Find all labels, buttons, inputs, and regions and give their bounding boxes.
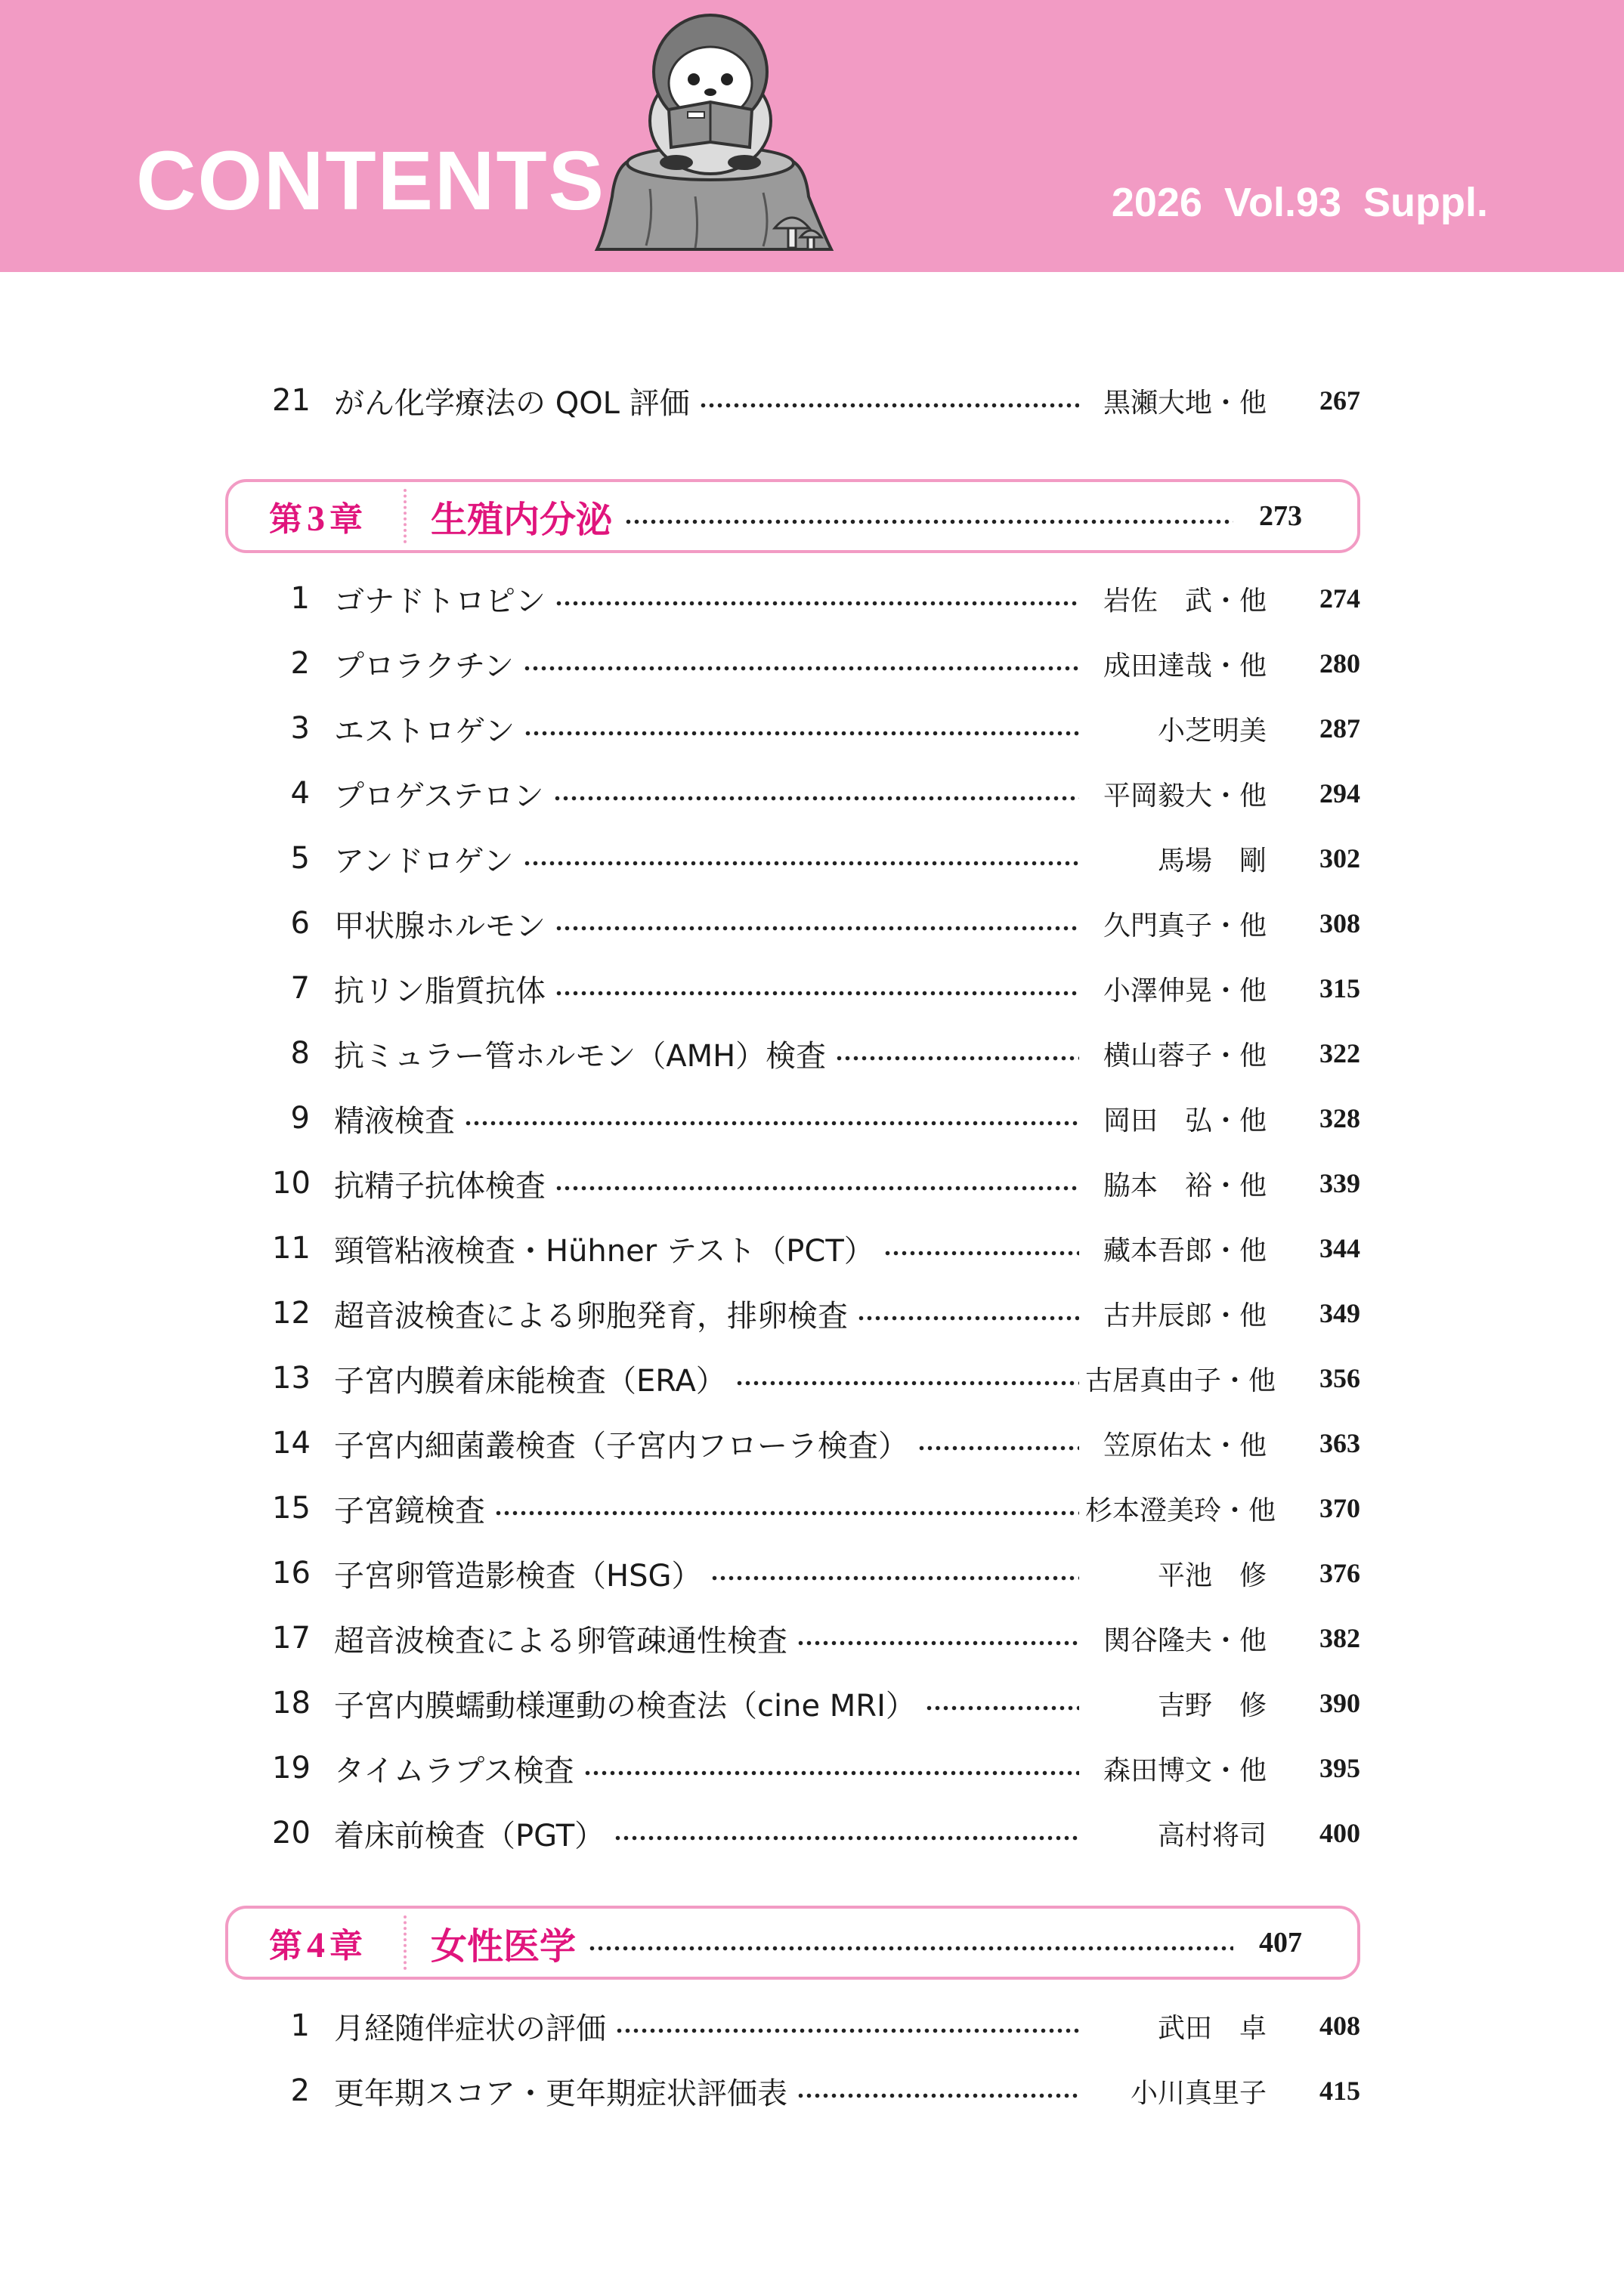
entry-title: 抗精子抗体検査 <box>334 1168 546 1204</box>
toc-entry[interactable] <box>272 897 1360 950</box>
header-banner <box>0 0 1624 272</box>
entry-title: 超音波検査による卵胞発育，排卵検査 <box>334 1298 848 1334</box>
entry-author: 平岡毅大・他 <box>1103 780 1267 812</box>
entry-number: 16 <box>272 1556 311 1591</box>
toc-entry[interactable] <box>272 1287 1360 1340</box>
toc-entry[interactable] <box>272 767 1360 820</box>
entry-title: 子宮内細菌叢検査（子宮内フローラ検査） <box>334 1428 908 1464</box>
chapter-divider <box>404 1915 407 1970</box>
dot-leader <box>624 518 1233 525</box>
entry-page: 302 <box>1319 843 1360 873</box>
entry-page: 395 <box>1319 1753 1360 1783</box>
dot-leader <box>523 665 1079 672</box>
entry-title: 頸管粘液検査・Hühner テスト（PCT） <box>334 1233 874 1269</box>
entry-author: 藏本吾郎・他 <box>1103 1235 1267 1266</box>
entry-page: 370 <box>1319 1493 1360 1523</box>
header-title: CONTENTS <box>136 134 605 227</box>
entry-title: 子宮鏡検査 <box>334 1493 485 1529</box>
toc-entry[interactable] <box>272 1547 1360 1600</box>
entry-number: 7 <box>290 971 310 1006</box>
entry-page: 382 <box>1319 1623 1360 1653</box>
entry-title: 抗リン脂質抗体 <box>334 973 546 1009</box>
entry-page: 415 <box>1319 2076 1360 2106</box>
chapter-prefix: 第 <box>269 500 302 539</box>
chapter-prefix: 第 <box>269 1927 302 1965</box>
dot-leader <box>523 860 1079 867</box>
toc-entry[interactable] <box>272 1999 1360 2052</box>
entry-title: アンドロゲン <box>334 843 514 879</box>
entry-page: 294 <box>1319 778 1360 808</box>
toc-entry[interactable] <box>272 1222 1360 1275</box>
entry-title: タイムラプス検査 <box>334 1753 574 1789</box>
entry-author: 古井辰郎・他 <box>1103 1300 1267 1331</box>
dot-leader <box>494 1510 1079 1517</box>
entry-number: 21 <box>272 383 311 418</box>
dot-leader <box>797 2092 1079 2099</box>
chapter-divider <box>404 489 407 543</box>
entry-title: 子宮内膜着床能検査（ERA） <box>334 1363 726 1399</box>
entry-author: 馬場 剛 <box>1157 845 1267 877</box>
toc-entry[interactable] <box>272 1157 1360 1210</box>
entry-number: 12 <box>272 1296 311 1331</box>
chapter-suffix: 章 <box>329 1927 363 1965</box>
entry-title: プロラクチン <box>334 648 514 684</box>
entry-page: 267 <box>1319 385 1360 416</box>
entry-author: 古居真由子・他 <box>1085 1365 1276 1396</box>
chapter-3-heading[interactable] <box>225 479 1360 553</box>
entry-page: 344 <box>1319 1233 1360 1263</box>
issue-label: 2026 Vol.93 Suppl. <box>1111 180 1488 225</box>
entry-number: 19 <box>272 1751 311 1785</box>
entry-author: 小芝明美 <box>1157 715 1267 747</box>
dot-leader <box>555 600 1079 607</box>
dot-leader <box>614 1835 1079 1841</box>
dot-leader <box>555 990 1079 997</box>
toc-entry[interactable] <box>272 832 1360 885</box>
entry-page: 356 <box>1319 1363 1360 1393</box>
entry-author: 平池 修 <box>1157 1560 1267 1591</box>
entry-page: 408 <box>1319 2011 1360 2041</box>
entry-page: 274 <box>1319 583 1360 614</box>
toc-entry[interactable] <box>272 962 1360 1015</box>
entry-number: 17 <box>272 1621 311 1656</box>
entry-author: 久門真子・他 <box>1103 910 1267 941</box>
entry-number: 15 <box>272 1491 311 1526</box>
dot-leader <box>553 795 1079 802</box>
chapter-title: 女性医学 <box>431 1925 577 1968</box>
entry-title: 甲状腺ホルモン <box>334 908 546 944</box>
dot-leader <box>710 1575 1079 1581</box>
chapter-label <box>228 1918 404 1967</box>
entry-author: 杉本澄美玲・他 <box>1085 1495 1276 1526</box>
entry-author: 森田博文・他 <box>1103 1755 1267 1786</box>
toc-entry[interactable] <box>272 1417 1360 1470</box>
entry-author: 成田達哉・他 <box>1103 650 1267 682</box>
dot-leader <box>615 2027 1079 2034</box>
toc-entry[interactable] <box>272 1742 1360 1795</box>
entry-page: 363 <box>1319 1428 1360 1458</box>
entry-title: 超音波検査による卵管疎通性検査 <box>334 1623 787 1659</box>
entry-author: 笠原佑太・他 <box>1103 1430 1267 1461</box>
entry-number: 2 <box>290 646 310 681</box>
toc-entry[interactable] <box>272 2064 1360 2117</box>
entry-number: 3 <box>290 711 310 746</box>
entry-title: ゴナドトロピン <box>334 583 546 619</box>
entry-number: 14 <box>272 1426 311 1461</box>
dot-leader <box>699 402 1079 409</box>
entry-number: 20 <box>272 1816 311 1850</box>
entry-number: 2 <box>290 2073 310 2108</box>
entry-number: 13 <box>272 1361 311 1396</box>
entry-author: 黒瀬大地・他 <box>1103 387 1267 419</box>
chapter-page: 273 <box>1259 500 1302 532</box>
chapter-number: 4 <box>307 1925 325 1965</box>
dot-leader <box>555 925 1079 932</box>
entry-author: 関谷隆夫・他 <box>1103 1625 1267 1656</box>
dot-leader <box>857 1315 1079 1322</box>
entry-page: 349 <box>1319 1298 1360 1328</box>
entry-page: 280 <box>1319 648 1360 679</box>
entry-title: プロゲステロン <box>334 778 544 814</box>
entry-author: 高村将司 <box>1157 1820 1267 1851</box>
entry-number: 4 <box>290 776 310 811</box>
dot-leader <box>797 1640 1079 1646</box>
entry-author: 小澤伸晃・他 <box>1103 975 1267 1006</box>
penguin-reading-icon <box>582 8 839 264</box>
entry-number: 8 <box>290 1036 310 1071</box>
entry-page: 376 <box>1319 1558 1360 1588</box>
entry-title: エストロゲン <box>334 713 515 749</box>
entry-author: 岩佐 武・他 <box>1103 585 1267 617</box>
toc-entry[interactable] <box>272 1677 1360 1730</box>
chapter-suffix: 章 <box>329 500 363 539</box>
entry-title: 精液検査 <box>334 1103 455 1139</box>
dot-leader <box>555 1185 1079 1192</box>
chapter-4-heading[interactable] <box>225 1906 1360 1980</box>
toc-entry[interactable] <box>272 1482 1360 1535</box>
chapter-label <box>228 492 404 540</box>
entry-title: 月経随伴症状の評価 <box>334 2011 606 2046</box>
entry-number: 6 <box>290 906 310 941</box>
dot-leader <box>464 1120 1079 1127</box>
entry-author: 脇本 裕・他 <box>1103 1170 1267 1201</box>
dot-leader <box>588 1945 1233 1952</box>
toc-entry[interactable] <box>272 1092 1360 1145</box>
entry-author: 吉野 修 <box>1157 1690 1267 1721</box>
toc-entry[interactable] <box>272 1807 1360 1860</box>
entry-page: 322 <box>1319 1038 1360 1068</box>
dot-leader <box>524 730 1079 737</box>
entry-page: 308 <box>1319 908 1360 938</box>
dot-leader <box>735 1380 1079 1387</box>
entry-title: 更年期スコア・更年期症状評価表 <box>334 2076 787 2111</box>
dot-leader <box>583 1770 1079 1776</box>
entry-number: 18 <box>272 1686 311 1721</box>
dot-leader <box>835 1055 1079 1062</box>
toc-entry[interactable] <box>272 572 1360 625</box>
entry-author: 小川真里子 <box>1130 2077 1267 2109</box>
entry-number: 1 <box>290 2008 310 2043</box>
dot-leader <box>883 1250 1079 1257</box>
entry-author: 岡田 弘・他 <box>1103 1105 1267 1136</box>
dot-leader <box>917 1445 1079 1452</box>
entry-title: 着床前検査（PGT） <box>334 1818 605 1854</box>
dot-leader <box>925 1705 1079 1711</box>
entry-page: 328 <box>1319 1103 1360 1133</box>
entry-author: 武田 卓 <box>1157 2012 1267 2044</box>
toc-entry[interactable] <box>272 374 1360 427</box>
toc-entry[interactable] <box>272 702 1360 755</box>
entry-number: 1 <box>290 581 310 616</box>
entry-page: 400 <box>1319 1818 1360 1848</box>
entry-number: 11 <box>272 1231 311 1266</box>
entry-page: 339 <box>1319 1168 1360 1198</box>
entry-title: 子宮内膜蠕動様運動の検査法（cine MRI） <box>334 1688 916 1724</box>
chapter-number: 3 <box>307 499 325 539</box>
entry-number: 10 <box>272 1166 311 1201</box>
chapter-title: 生殖内分泌 <box>431 498 613 541</box>
entry-page: 390 <box>1319 1688 1360 1718</box>
toc-entry[interactable] <box>272 1612 1360 1665</box>
entry-author: 横山蓉子・他 <box>1103 1040 1267 1071</box>
toc-entry[interactable] <box>272 637 1360 690</box>
entry-number: 5 <box>290 841 310 876</box>
toc-entry[interactable] <box>272 1352 1360 1405</box>
entry-title: がん化学療法の QOL 評価 <box>334 385 690 421</box>
entry-title: 子宮卵管造影検査（HSG） <box>334 1558 702 1594</box>
toc-entry[interactable] <box>272 1027 1360 1080</box>
entry-title: 抗ミュラー管ホルモン（AMH）検査 <box>334 1038 827 1074</box>
chapter-page: 407 <box>1259 1927 1302 1959</box>
entry-number: 9 <box>290 1101 310 1136</box>
entry-page: 315 <box>1319 973 1360 1003</box>
entry-page: 287 <box>1319 713 1360 744</box>
